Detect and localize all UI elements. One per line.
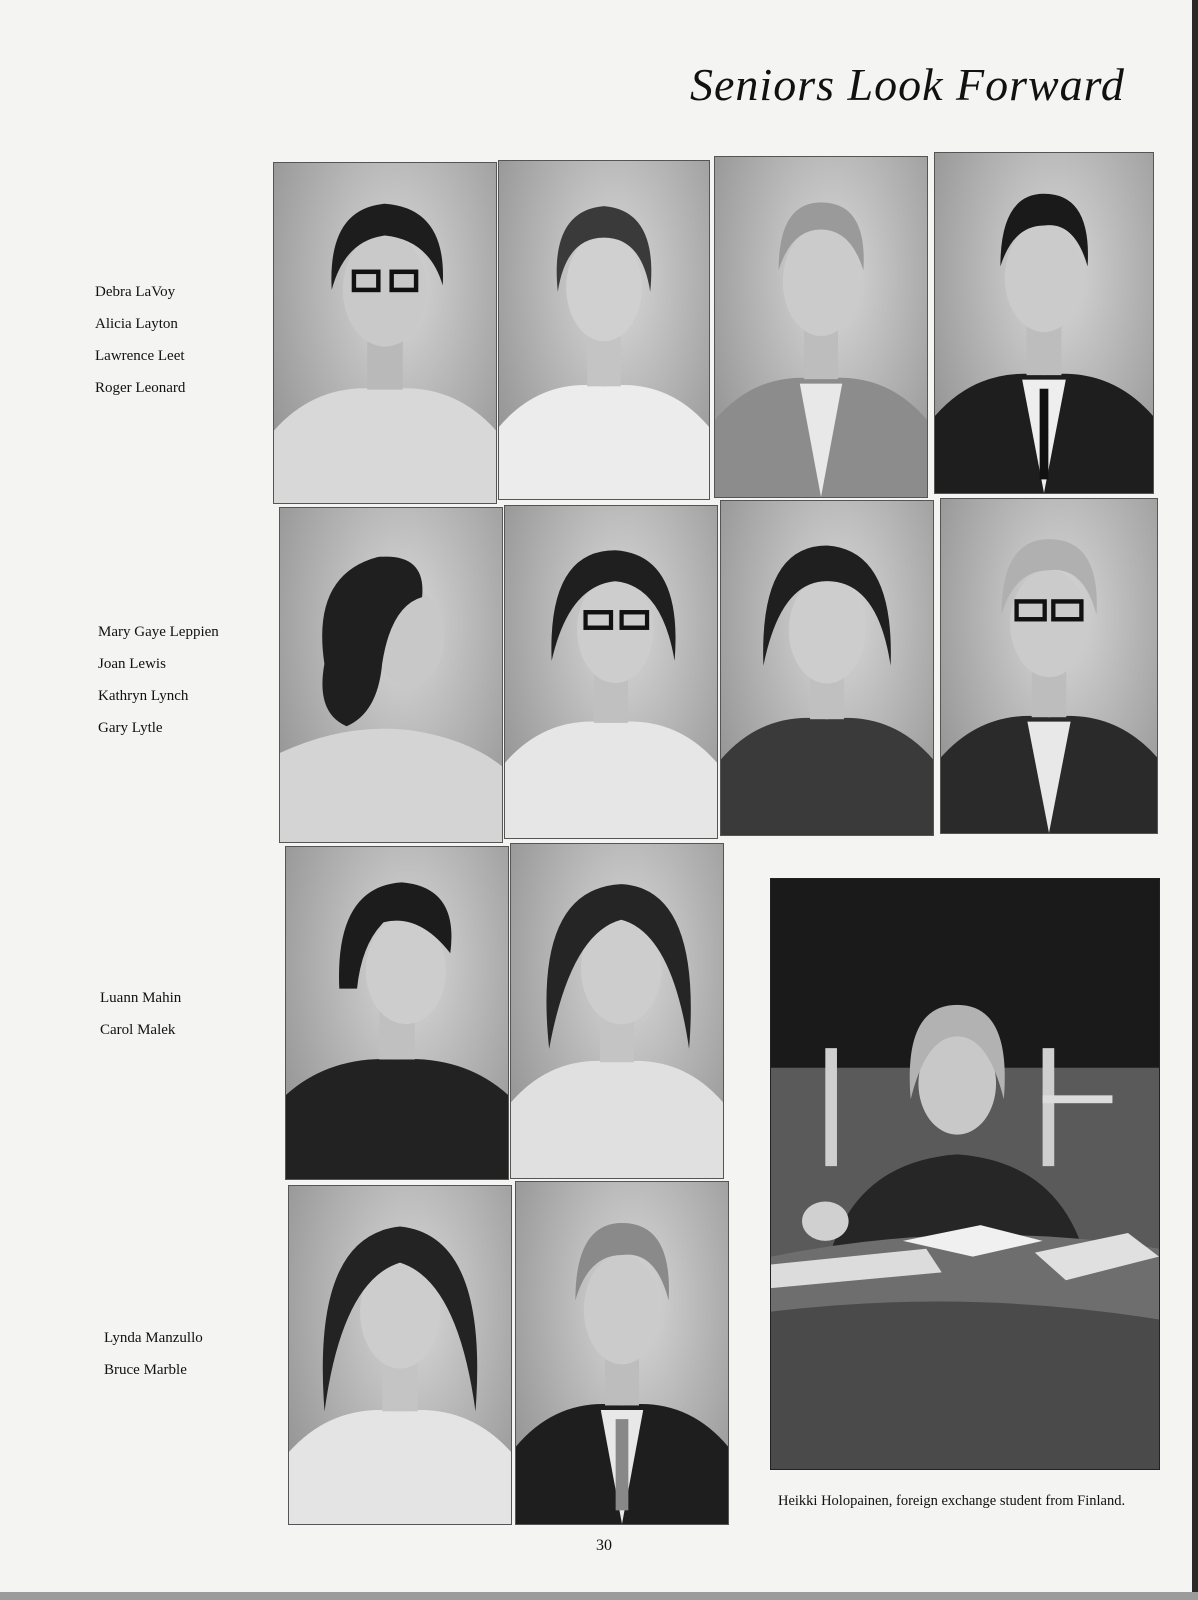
senior-portrait bbox=[279, 507, 503, 843]
feature-caption: Heikki Holopainen, foreign exchange student from Finland. bbox=[778, 1493, 1126, 1509]
senior-portrait bbox=[515, 1181, 729, 1525]
senior-portrait bbox=[285, 846, 509, 1180]
senior-portrait bbox=[940, 498, 1158, 834]
student-name: Alicia Layton bbox=[95, 316, 178, 332]
student-name: Bruce Marble bbox=[104, 1362, 187, 1378]
student-name: Lawrence Leet bbox=[95, 348, 185, 364]
senior-portrait bbox=[510, 843, 724, 1179]
senior-portrait bbox=[504, 505, 718, 839]
senior-portrait bbox=[720, 500, 934, 836]
student-name: Mary Gaye Leppien bbox=[98, 624, 219, 640]
student-name: Lynda Manzullo bbox=[104, 1330, 203, 1346]
student-name: Kathryn Lynch bbox=[98, 688, 189, 704]
senior-portrait bbox=[934, 152, 1154, 494]
student-name: Joan Lewis bbox=[98, 656, 166, 672]
student-name: Luann Mahin bbox=[100, 990, 182, 1006]
page-edge bbox=[1192, 0, 1198, 1600]
name-list-row-2 bbox=[98, 616, 219, 744]
student-name: Gary Lytle bbox=[98, 720, 163, 736]
senior-portrait bbox=[714, 156, 928, 498]
name-list-row-4 bbox=[104, 1322, 203, 1386]
feature-photo bbox=[770, 878, 1160, 1470]
senior-portrait bbox=[288, 1185, 512, 1525]
scan-edge bbox=[0, 1592, 1198, 1600]
student-name: Carol Malek bbox=[100, 1022, 176, 1038]
senior-portrait bbox=[273, 162, 497, 504]
senior-portrait bbox=[498, 160, 710, 500]
page-number: 30 bbox=[596, 1537, 612, 1554]
name-list-row-1 bbox=[95, 276, 185, 404]
page-title: Seniors Look Forward bbox=[690, 59, 1125, 110]
name-list-row-3 bbox=[100, 982, 181, 1046]
student-name: Roger Leonard bbox=[95, 380, 186, 396]
student-name: Debra LaVoy bbox=[95, 284, 176, 300]
